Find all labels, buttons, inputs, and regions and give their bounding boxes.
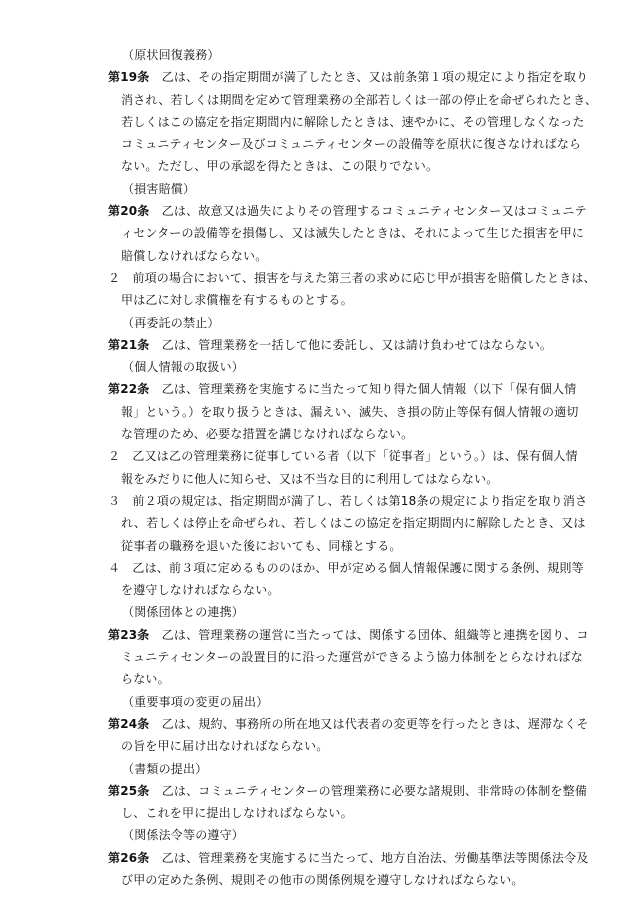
text-line: ィセンターの設備等を損傷し、又は滅失したときは、それによって生じた損害を甲に [121,226,585,241]
article-text: 乙は、管理業務を一括して他に委託し、又は請け負わせてはならない。 [149,337,553,352]
text-line: 若しくはこの協定を指定期間内に解除したときは、速やかに、その管理しなくなった [121,114,585,129]
article-heading: （再委託の禁止） [122,315,220,330]
text-line: れ、若しくは停止を命ぜられ、若しくはこの協定を指定期間内に解除したとき、又は [121,516,586,531]
article-first-line [108,624,589,646]
text-line: らない。 [121,672,170,687]
article-number: 第24条 [108,716,150,731]
text-line: び甲の定めた条例、規則その他市の関係例規を遵守しなければならない。 [121,872,524,887]
article-number: 第20条 [108,204,150,219]
article-heading: （損害賠償） [122,181,196,196]
article-heading: （関係法令等の遵守） [122,828,245,843]
document-body [108,44,598,891]
article-text: 乙は、管理業務を実施するに当たって知り得た個人情報（以下「保有個人情 [149,382,577,397]
article-text: 乙は、管理業務の運営に当たっては、関係する団体、組織等と連携を図り、コ [149,627,589,642]
article-number: 第19条 [108,70,150,85]
article-heading: （書類の提出） [122,761,208,776]
article-number: 第23条 [108,627,150,642]
article-number: 第21条 [108,337,150,352]
article-first-line [108,378,576,400]
article-first-line [108,200,587,222]
paragraph-first-line: ４ 乙は、前３項に定めるもののほか、甲が定める個人情報保護に関する条例、規則等 [108,560,584,575]
article-number: 第22条 [108,382,150,397]
text-line: 報」という。）を取り扱うときは、漏えい、滅失、き損の防止等保有個人情報の適切 [121,404,579,419]
article-heading: （原状回復義務） [122,48,220,62]
article-text: 乙は、コミュニティセンターの管理業務に必要な諸規則、非常時の体制を整備 [149,783,588,798]
text-line: 消され、若しくは期間を定めて管理業務の全部若しくは一部の停止を命ぜられたとき、 [121,92,598,107]
article-text: 乙は、管理業務を実施するに当たって、地方自治法、労働基準法等関係法令及 [149,850,589,865]
article-text: 乙は、故意又は過失によりその管理するコミュニティセンター又はコミュニテ [149,204,587,219]
text-line: な管理のため、必要な措置を講じなければならない。 [121,427,414,442]
article-text: 乙は、規約、事務所の所在地又は代表者の変更等を行ったときは、遅滞なくそ [149,716,589,731]
article-first-line [108,780,588,802]
article-text: 乙は、その指定期間が満了したとき、又は前条第１項の規定により指定を取り [149,70,589,85]
text-line: ない。ただし、甲の承認を得たときは、この限りでない。 [121,159,439,174]
text-line: 賠償しなければならない。 [121,248,268,263]
paragraph-first-line: ２ 乙又は乙の管理業務に従事している者（以下「従事者」という。）は、保有個人情 [108,449,578,464]
article-heading: （個人情報の取扱い） [122,360,245,375]
text-line: ミュニティセンターの設置目的に沿った運営ができるよう協力体制をとらなければな [121,650,583,665]
article-first-line [108,334,576,356]
article-heading: （関係団体との連携） [122,605,245,620]
paragraph-first-line: ２ 前項の場合において、損害を与えた第三者の求めに応じ甲が損害を賠償したときは、 [108,270,596,285]
paragraph-first-line: ３ 前２項の規定は、指定期間が満了し、若しくは第18条の規定により指定を取り消さ [108,493,588,508]
article-first-line [108,713,589,735]
text-line: 従事者の職務を退いた後においても、同様とする。 [121,538,402,553]
text-line: の旨を甲に届け出なければならない。 [121,739,329,754]
article-first-line [108,847,589,869]
article-number: 第26条 [108,850,150,865]
article-first-line [108,66,589,88]
text-line: を遵守しなければならない。 [121,583,280,598]
article-heading: （重要事項の変更の届出） [122,694,269,709]
article-number: 第25条 [108,783,150,798]
text-line: し、これを甲に提出しなければならない。 [121,806,353,821]
text-line: 報をみだりに他人に知らせ、又は不当な目的に利用してはならない。 [121,471,499,486]
text-line: 甲は乙に対し求償権を有するものとする。 [121,293,353,308]
text-line: コミュニティセンター及びコミュニティセンターの設備等を原状に復さなければなら [121,137,582,152]
